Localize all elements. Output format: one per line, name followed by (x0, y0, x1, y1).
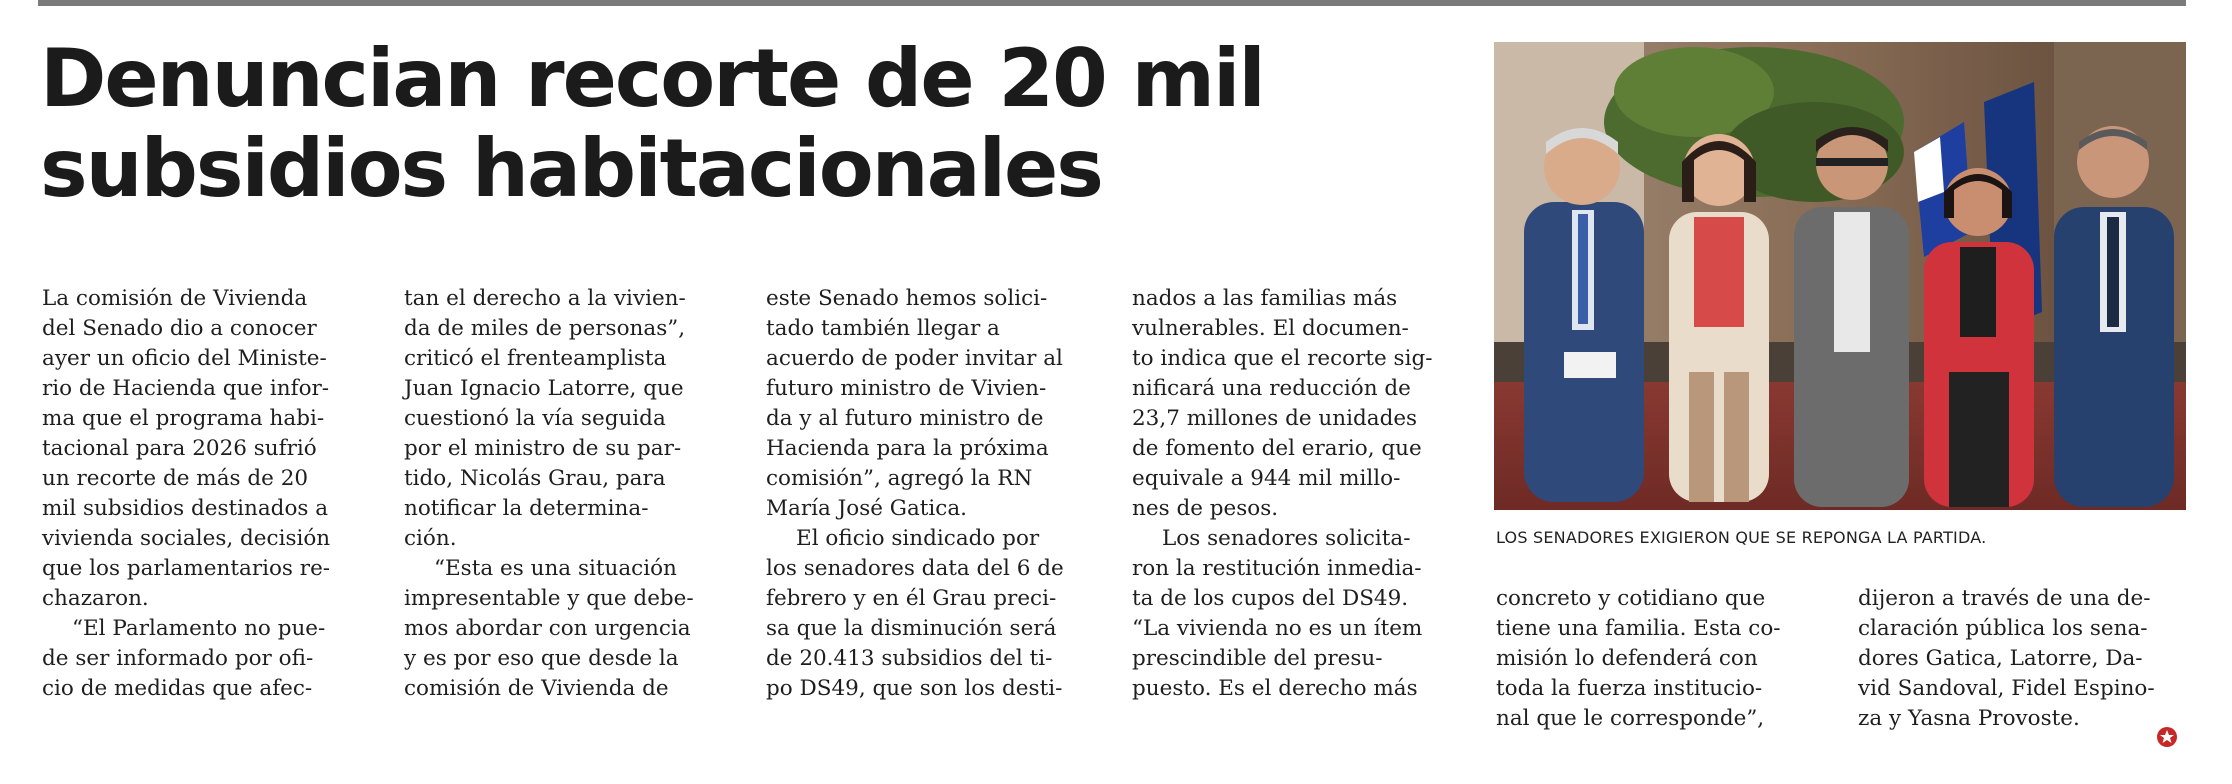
text-line: ma que el programa habi- (42, 406, 325, 431)
text-line: tado también llegar a (766, 316, 1000, 341)
text-line: un recorte de más de 20 (42, 466, 309, 491)
headline (40, 34, 1460, 214)
text-line: notificar la determina- (404, 496, 649, 521)
text-line: tan el derecho a la vivien- (404, 286, 686, 311)
text-line: impresentable y que debe- (404, 586, 694, 611)
text-line: El oficio sindicado por (796, 526, 1040, 551)
text-line: comisión”, agregó la RN (766, 466, 1033, 491)
article-column-3 (766, 284, 1096, 704)
text-line: nados a las familias más (1132, 286, 1398, 311)
text-line: toda la fuerza institucio- (1496, 676, 1763, 701)
text-line: equivale a 944 mil millo- (1132, 466, 1401, 491)
person-2 (1669, 134, 1769, 502)
text-line: este Senado hemos solici- (766, 286, 1048, 311)
text-line: prescindible del presu- (1132, 646, 1383, 671)
text-line: ron la restitución inmedia- (1132, 556, 1422, 581)
text-line: futuro ministro de Vivien- (766, 376, 1047, 401)
text-line: nificará una reducción de (1132, 376, 1411, 401)
text-line: comisión de Vivienda de (404, 676, 669, 701)
text-line: cio de medidas que afec- (42, 676, 313, 701)
text-line: dijeron a través de una de- (1858, 586, 2151, 611)
text-line: vulnerables. El documen- (1132, 316, 1409, 341)
text-line: vid Sandoval, Fidel Espino- (1858, 676, 2155, 701)
news-photo (1494, 42, 2186, 510)
article-column-5 (1496, 584, 1826, 734)
article-column-6 (1858, 584, 2188, 734)
text-line: concreto y cotidiano que (1496, 586, 1766, 611)
text-line: ayer un oficio del Ministe- (42, 346, 327, 371)
senators-group-photo (1494, 42, 2186, 510)
text-line: de ser informado por ofi- (42, 646, 314, 671)
text-line: claración pública los sena- (1858, 616, 2148, 641)
text-line: “La vivienda no es un ítem (1132, 616, 1423, 641)
text-line: de 20.413 subsidios del ti- (766, 646, 1053, 671)
text-line: y es por eso que desde la (404, 646, 679, 671)
text-line: “El Parlamento no pue- (72, 616, 326, 641)
text-line: ta de los cupos del DS49. (1132, 586, 1409, 611)
text-line: mil subsidios destinados a (42, 496, 329, 521)
text-line: dores Gatica, Latorre, Da- (1858, 646, 2143, 671)
text-line: nal que le corresponde”, (1496, 706, 1765, 731)
text-line: febrero y en él Grau preci- (766, 586, 1057, 611)
text-line: chazaron. (42, 586, 149, 611)
text-line: za y Yasna Provoste. (1858, 706, 2080, 731)
text-line: que los parlamentarios re- (42, 556, 331, 581)
text-line: da de miles de personas”, (404, 316, 686, 341)
text-line: po DS49, que son los desti- (766, 676, 1063, 701)
text-line: 23,7 millones de unidades (1132, 406, 1418, 431)
photo-caption: LOS SENADORES EXIGIERON QUE SE REPONGA LA PARTIDA. (1496, 528, 1987, 547)
text-line: sa que la disminución será (766, 616, 1057, 641)
text-line: María José Gatica. (766, 496, 967, 521)
text-line: nes de pesos. (1132, 496, 1279, 521)
text-line: acuerdo de poder invitar al (766, 346, 1063, 371)
article-column-2 (404, 284, 734, 704)
text-line: criticó el frenteamplista (404, 346, 667, 371)
article-column-1 (42, 284, 372, 704)
text-line: del Senado dio a conocer (42, 316, 317, 341)
text-line: tiene una familia. Esta co- (1496, 616, 1781, 641)
text-line: ción. (404, 526, 457, 551)
text-line: to indica que el recorte sig- (1132, 346, 1433, 371)
text-line: mos abordar con urgencia (404, 616, 691, 641)
text-line: “Esta es una situación (434, 556, 677, 581)
headline-line-2: subsidios habitacionales (40, 122, 1102, 215)
text-line: misión lo defenderá con (1496, 646, 1758, 671)
text-line: puesto. Es el derecho más (1132, 676, 1418, 701)
article-column-4 (1132, 284, 1472, 704)
text-line: cuestionó la vía seguida (404, 406, 666, 431)
text-line: vivienda sociales, decisión (42, 526, 331, 551)
text-line: Juan Ignacio Latorre, que (404, 376, 684, 401)
star-end-icon (2155, 725, 2179, 749)
text-line: los senadores data del 6 de (766, 556, 1064, 581)
text-line: Los senadores solicita- (1162, 526, 1411, 551)
text-line: rio de Hacienda que infor- (42, 376, 330, 401)
text-line: tacional para 2026 sufrió (42, 436, 317, 461)
text-line: La comisión de Vivienda (42, 286, 308, 311)
headline-line-1: Denuncian recorte de 20 mil (40, 32, 1264, 125)
text-line: tido, Nicolás Grau, para (404, 466, 666, 491)
text-line: por el ministro de su par- (404, 436, 682, 461)
text-line: da y al futuro ministro de (766, 406, 1044, 431)
text-line: de fomento del erario, que (1132, 436, 1422, 461)
text-line: Hacienda para la próxima (766, 436, 1049, 461)
top-rule (38, 0, 2186, 6)
